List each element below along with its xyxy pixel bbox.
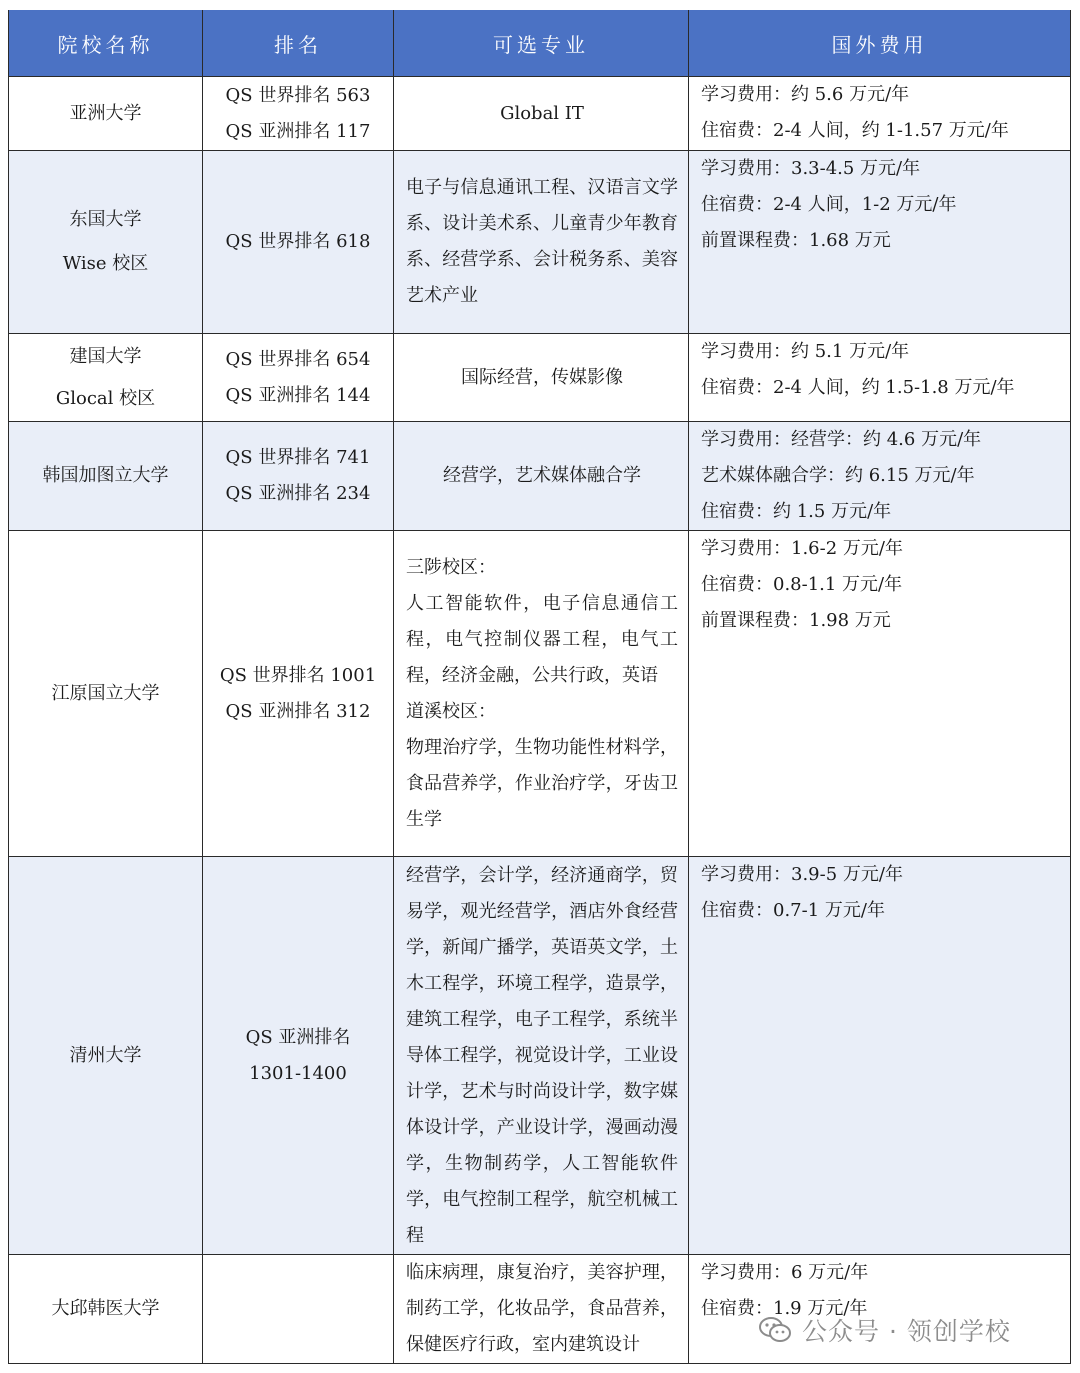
ranking-cell <box>203 1255 394 1364</box>
school-campus: Glocal 校区 <box>55 387 156 409</box>
ranking-line: QS 亚洲排名 234 <box>225 483 371 504</box>
ranking-line: QS 世界排名 654 <box>225 348 371 370</box>
school-name: 建国大学 <box>69 345 142 367</box>
school-name: 大邱韩医大学 <box>51 1298 160 1319</box>
fee-line: 住宿费：2-4 人间，约 1.5-1.8 万元/年 <box>701 377 1015 398</box>
table-row <box>9 151 1071 334</box>
campus-label: 道溪校区： <box>406 700 496 722</box>
ranking-cell <box>203 77 394 151</box>
ranking-line: QS 世界排名 1001 <box>219 664 377 686</box>
fee-line: 住宿费：0.7-1 万元/年 <box>701 900 885 921</box>
majors-text: 电子与信息通讯工程、汉语言文学系、设计美术系、儿童青少年教育系、经营学系、会计税务系、美容艺术产业 <box>406 177 678 306</box>
header-fees: 国外费用 <box>689 10 1071 77</box>
ranking-cell <box>203 531 394 857</box>
ranking-line: QS 世界排名 618 <box>225 231 371 252</box>
fees-cell <box>689 531 1071 857</box>
school-name-cell <box>9 422 203 531</box>
majors-cell <box>394 857 689 1255</box>
majors-text: 物理治疗学，生物功能性材料学，食品营养学，作业治疗学，牙齿卫生学 <box>406 736 678 830</box>
majors-cell <box>394 1255 689 1364</box>
header-majors: 可选专业 <box>394 10 689 77</box>
ranking-line: QS 世界排名 563 <box>225 84 371 106</box>
school-name-cell <box>9 151 203 334</box>
university-table <box>8 10 1071 1364</box>
header-school-name: 院校名称 <box>9 10 203 77</box>
fee-line: 学习费用：3.3-4.5 万元/年 <box>701 158 921 179</box>
school-name: 清州大学 <box>69 1044 142 1066</box>
fees-cell <box>689 334 1071 422</box>
table-row <box>9 531 1071 857</box>
fee-line: 学习费用：约 5.6 万元/年 <box>701 84 910 105</box>
ranking-line: QS 亚洲排名 312 <box>225 700 371 722</box>
ranking-line: QS 亚洲排名 117 <box>225 120 371 142</box>
majors-cell <box>394 77 689 151</box>
ranking-line: 1301-1400 <box>249 1062 347 1084</box>
watermark-text: 公众号 · 领创学校 <box>802 1317 1011 1346</box>
ranking-cell <box>203 334 394 422</box>
fee-line: 学习费用：6 万元/年 <box>701 1262 869 1283</box>
school-name: 东国大学 <box>69 209 142 230</box>
ranking-line: QS 亚洲排名 144 <box>225 384 371 406</box>
majors-cell <box>394 151 689 334</box>
fee-line: 学习费用：1.6-2 万元/年 <box>701 538 903 559</box>
ranking-line: QS 亚洲排名 <box>245 1026 351 1048</box>
fee-line: 学习费用：经营学：约 4.6 万元/年 <box>701 429 982 450</box>
majors-cell <box>394 531 689 857</box>
table-row <box>9 77 1071 151</box>
fee-line: 学习费用：约 5.1 万元/年 <box>701 341 910 362</box>
school-name-cell <box>9 1255 203 1364</box>
fee-line: 学习费用：3.9-5 万元/年 <box>701 864 903 885</box>
school-campus: Wise 校区 <box>62 253 149 274</box>
fee-line: 艺术媒体融合学：约 6.15 万元/年 <box>701 465 975 486</box>
school-name-cell <box>9 334 203 422</box>
school-name-cell <box>9 531 203 857</box>
fee-line: 住宿费：2-4 人间，1-2 万元/年 <box>701 194 957 215</box>
fee-line: 住宿费：2-4 人间，约 1-1.57 万元/年 <box>701 120 1009 141</box>
majors-text: 经营学，艺术媒体融合学 <box>443 465 641 486</box>
fees-cell <box>689 422 1071 531</box>
majors-cell <box>394 334 689 422</box>
table-row <box>9 334 1071 422</box>
ranking-cell <box>203 857 394 1255</box>
majors-text: Global IT <box>500 102 584 124</box>
fee-line: 住宿费：0.8-1.1 万元/年 <box>701 574 903 595</box>
school-name: 亚洲大学 <box>69 102 142 124</box>
campus-label: 三陟校区： <box>406 556 496 578</box>
fees-cell <box>689 151 1071 334</box>
fee-line: 前置课程费：1.68 万元 <box>701 230 891 251</box>
majors-cell <box>394 422 689 531</box>
fees-cell <box>689 857 1071 1255</box>
wechat-watermark <box>758 1308 1011 1352</box>
school-name: 江原国立大学 <box>51 682 160 704</box>
header-ranking: 排名 <box>203 10 394 77</box>
majors-text: 人工智能软件，电子信息通信工程，电气控制仪器工程，电气工程，经济金融，公共行政，英语 <box>406 592 678 686</box>
ranking-cell <box>203 151 394 334</box>
school-name-cell <box>9 857 203 1255</box>
majors-text: 临床病理，康复治疗，美容护理，制药工学，化妆品学，食品营养，保健医疗行政，室内建筑设计 <box>406 1262 678 1355</box>
header-row <box>9 10 1071 77</box>
majors-text: 国际经营，传媒影像 <box>461 366 623 388</box>
fee-line: 住宿费：1.9 万元/年 <box>701 1298 868 1319</box>
school-name-cell <box>9 77 203 151</box>
ranking-line: QS 世界排名 741 <box>225 447 371 468</box>
majors-text: 经营学，会计学，经济通商学，贸易学，观光经营学，酒店外食经营学，新闻广播学，英语英文学，土木工程学，环境工程学，造景学，建筑工程学，电子工程学，系统半导体工程学，视觉设计学，工业设计学，艺术与时尚设计学，数字媒体设计学，产业设计学，漫画动漫学，生物制药学，人工智能软件学，电气控制工程学，航空机械工程 <box>406 864 678 1246</box>
school-name: 韩国加图立大学 <box>42 465 169 486</box>
ranking-cell <box>203 422 394 531</box>
table-row <box>9 857 1071 1255</box>
fees-cell <box>689 77 1071 151</box>
wechat-icon <box>758 1316 792 1344</box>
fee-line: 前置课程费：1.98 万元 <box>701 610 891 631</box>
fee-line: 住宿费：约 1.5 万元/年 <box>701 501 892 522</box>
table-row <box>9 422 1071 531</box>
